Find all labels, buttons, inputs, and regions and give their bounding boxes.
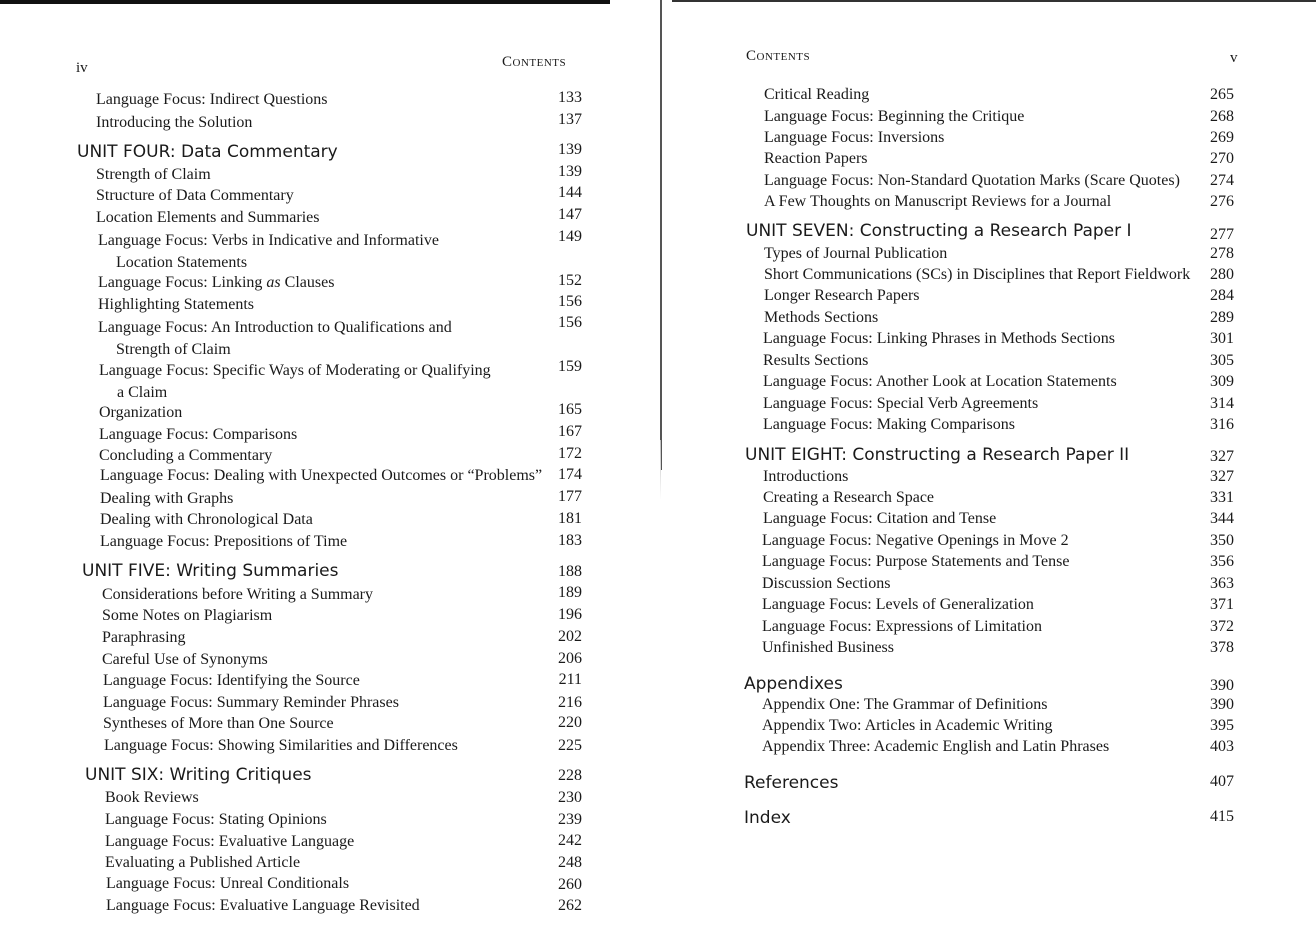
toc-page-number: 181 [558, 510, 582, 527]
toc-entry-title: Language Focus: Citation and Tense [763, 510, 997, 527]
toc-entry-title: UNIT SEVEN: Constructing a Research Paper I [746, 221, 1132, 241]
toc-entry [99, 447, 272, 465]
toc-entry-title: Considerations before Writing a Summary [102, 586, 374, 603]
toc-page-number: 371 [1210, 596, 1234, 613]
toc-page-number: 278 [1210, 245, 1234, 262]
toc-entry-title: Evaluating a Published Article [105, 854, 301, 871]
toc-page-number: 372 [1210, 618, 1234, 635]
toc-page-number: 147 [558, 206, 582, 223]
toc-page-number: 149 [558, 228, 582, 245]
toc-page-number: 133 [558, 89, 582, 106]
toc-entry-title: Highlighting Statements [98, 296, 254, 313]
toc-entry-title: Creating a Research Space [763, 489, 935, 506]
toc-entry [762, 618, 1042, 636]
toc-page-number: 174 [558, 466, 582, 483]
toc-entry-title: Index [744, 808, 791, 828]
toc-entry [102, 607, 272, 625]
toc-entry [764, 245, 947, 263]
toc-entry [105, 833, 354, 851]
toc-entry-title: Language Focus: Prepositions of Time [100, 533, 348, 550]
toc-entry [100, 467, 542, 485]
toc-entry-title: Language Focus: Comparisons [99, 426, 298, 443]
toc-page-number: 262 [558, 897, 582, 914]
toc-entry [763, 510, 996, 528]
toc-entry-title: Appendix Two: Articles in Academic Writing [762, 717, 1053, 734]
toc-entry [103, 672, 360, 690]
toc-entry [764, 129, 944, 147]
toc-page-number: 165 [558, 401, 582, 418]
toc-entry-title: Introducing the Solution [96, 114, 253, 131]
toc-entry-title: Short Communications (SCs) in Disciplines that Report Fieldwork [764, 266, 1191, 283]
toc-entry [100, 533, 347, 551]
toc-page-number: 356 [1210, 553, 1234, 570]
toc-page-number: 144 [558, 184, 582, 201]
toc-section-heading [746, 222, 1132, 240]
toc-section-heading [77, 143, 338, 161]
toc-page-number: 211 [558, 671, 582, 688]
toc-entry-title: Appendixes [744, 674, 843, 694]
toc-entry-title: Book Reviews [105, 789, 199, 806]
toc-entry [762, 532, 1069, 550]
page-number-folio: v [1230, 50, 1238, 66]
toc-page-number: 230 [558, 789, 582, 806]
toc-entry-title: Language Focus: Evaluative Language [105, 833, 355, 850]
toc-entry [96, 166, 211, 184]
toc-entry-title: Dealing with Chronological Data [100, 511, 313, 528]
toc-page-number: 206 [558, 650, 582, 667]
toc-entry [98, 317, 452, 361]
toc-entry [762, 553, 1069, 571]
toc-page-number: 280 [1210, 266, 1234, 283]
toc-entry [103, 694, 399, 712]
toc-page-number: 276 [1210, 193, 1234, 210]
toc-entry-title: Language Focus: Showing Similarities and Differences [104, 737, 458, 754]
toc-entry [96, 114, 252, 132]
toc-entry-title-continuation: Strength of Claim [116, 341, 231, 358]
toc-page-number: 156 [558, 314, 582, 331]
toc-entry-title: UNIT FOUR: Data Commentary [77, 142, 338, 162]
toc-entry [764, 266, 1190, 284]
toc-entry [98, 296, 254, 314]
toc-entry-title: Language Focus: Expressions of Limitation [762, 618, 1042, 635]
toc-entry-title: Language Focus: Inversions [764, 129, 945, 146]
toc-entry [762, 696, 1047, 714]
toc-page-number: 289 [1210, 309, 1234, 326]
toc-entry [105, 811, 327, 829]
toc-entry-title: Structure of Data Commentary [96, 187, 294, 204]
toc-entry [100, 511, 313, 529]
toc-entry-title-continuation: Location Statements [116, 254, 248, 271]
toc-section-heading [744, 675, 843, 693]
toc-entry-title: Language Focus: Stating Opinions [105, 811, 327, 828]
toc-section-heading [744, 809, 791, 827]
toc-page-number: 407 [1210, 773, 1234, 790]
toc-entry [96, 91, 328, 109]
toc-entry-title: Types of Journal Publication [764, 245, 948, 262]
toc-entry [763, 352, 868, 370]
toc-entry-title: Language Focus: Beginning the Critique [764, 108, 1025, 125]
toc-page-number: 159 [558, 358, 582, 375]
toc-entry [102, 629, 186, 647]
toc-entry [762, 575, 890, 593]
toc-entry [99, 360, 491, 404]
right-page [662, 0, 1316, 950]
toc-page-number: 260 [558, 876, 582, 893]
toc-entry-title: Introductions [763, 468, 849, 485]
toc-page-number: 269 [1210, 129, 1234, 146]
toc-entry-title: UNIT FIVE: Writing Summaries [82, 561, 339, 581]
toc-page-number: 301 [1210, 330, 1234, 347]
toc-entry [96, 187, 294, 205]
toc-page-number: 390 [1210, 677, 1234, 694]
toc-entry-title: References [744, 773, 839, 793]
table-of-contents [662, 0, 1316, 950]
toc-page-number: 139 [558, 163, 582, 180]
toc-entry-title: Reaction Papers [764, 150, 868, 167]
toc-entry-title: Language Focus: Linking Phrases in Methods Sections [763, 330, 1115, 347]
toc-entry [98, 230, 439, 274]
toc-page-number: 363 [1210, 575, 1234, 592]
toc-entry-title: Language Focus: An Introduction to Qualifications and [98, 319, 452, 336]
toc-entry [764, 309, 878, 327]
toc-page-number: 331 [1210, 489, 1234, 506]
toc-entry-title: Organization [99, 404, 183, 421]
running-head: Contents [502, 54, 567, 70]
toc-entry-title: Language Focus: Identifying the Source [103, 672, 360, 689]
toc-section-heading [85, 766, 312, 784]
toc-entry-title: Language Focus: Levels of Generalization [762, 596, 1034, 613]
toc-entry-title: Language Focus: Negative Openings in Move 2 [762, 532, 1069, 549]
toc-page-number: 188 [558, 563, 582, 580]
toc-entry-title: Dealing with Graphs [100, 490, 234, 507]
toc-entry-title: Language Focus: Specific Ways of Moderating or Qualifying [99, 362, 491, 379]
toc-page-number: 183 [558, 532, 582, 549]
toc-page-number: 167 [558, 423, 582, 440]
toc-page-number: 309 [1210, 373, 1234, 390]
toc-entry [763, 395, 1038, 413]
toc-entry-title: Paraphrasing [102, 629, 186, 646]
toc-entry-title: Concluding a Commentary [99, 447, 273, 464]
toc-page-number: 395 [1210, 717, 1234, 734]
toc-entry-title: Longer Research Papers [764, 287, 920, 304]
toc-entry [103, 715, 334, 733]
toc-page-number: 139 [558, 141, 582, 158]
running-head: Contents [746, 48, 811, 64]
toc-entry [763, 489, 934, 507]
toc-entry-title: Syntheses of More than One Source [103, 715, 334, 732]
toc-entry [763, 330, 1115, 348]
toc-entry [764, 108, 1024, 126]
toc-section-heading [744, 774, 838, 792]
toc-entry [764, 172, 1180, 190]
toc-entry-title: Language Focus: Dealing with Unexpected Outcomes or “Problems” [100, 467, 543, 484]
toc-page-number: 277 [1210, 226, 1234, 243]
page-number-folio: iv [76, 60, 88, 76]
toc-page-number: 390 [1210, 696, 1234, 713]
toc-page-number: 316 [1210, 416, 1234, 433]
toc-entry-title: Discussion Sections [762, 575, 891, 592]
toc-entry [762, 717, 1052, 735]
toc-page-number: 196 [558, 606, 582, 623]
toc-entry-title: A Few Thoughts on Manuscript Reviews for a Journal [764, 193, 1112, 210]
toc-entry-title: Language Focus: Special Verb Agreements [763, 395, 1039, 412]
toc-entry [104, 737, 458, 755]
toc-entry [105, 854, 300, 872]
toc-entry [762, 596, 1034, 614]
toc-page-number: 350 [1210, 532, 1234, 549]
toc-page-number: 270 [1210, 150, 1234, 167]
toc-entry [96, 209, 320, 227]
toc-entry [762, 738, 1109, 756]
toc-entry [99, 404, 182, 422]
toc-page-number: 189 [558, 584, 582, 601]
toc-entry-title: Language Focus: Linking as Clauses [98, 274, 335, 291]
toc-entry-title: UNIT EIGHT: Constructing a Research Paper II [745, 445, 1130, 465]
toc-entry-title: Language Focus: Making Comparisons [763, 416, 1015, 433]
toc-entry [762, 639, 894, 657]
toc-entry-title: UNIT SIX: Writing Critiques [85, 765, 312, 785]
toc-entry-title: Appendix Three: Academic English and Latin Phrases [762, 738, 1110, 755]
toc-entry-title: Language Focus: Non-Standard Quotation Marks (Scare Quotes) [764, 172, 1180, 189]
toc-entry-title: Methods Sections [764, 309, 879, 326]
toc-entry-title-continuation: a Claim [117, 384, 168, 401]
toc-page-number: 239 [558, 811, 582, 828]
toc-page-number: 274 [1210, 172, 1234, 189]
toc-entry-title: Appendix One: The Grammar of Definitions [762, 696, 1048, 713]
toc-entry-title: Language Focus: Another Look at Location Statements [763, 373, 1117, 390]
toc-entry [764, 287, 920, 305]
toc-section-heading [745, 446, 1129, 464]
toc-page-number: 327 [1210, 468, 1234, 485]
toc-entry [102, 586, 373, 604]
toc-entry-title: Language Focus: Summary Reminder Phrases [103, 694, 399, 711]
toc-entry-title: Critical Reading [764, 86, 870, 103]
toc-entry-title: Language Focus: Verbs in Indicative and Informative [98, 232, 439, 249]
toc-entry [764, 86, 869, 104]
toc-entry-title: Strength of Claim [96, 166, 211, 183]
toc-entry [102, 651, 268, 669]
toc-page-number: 202 [558, 628, 582, 645]
toc-page-number: 314 [1210, 395, 1234, 412]
toc-page-number: 344 [1210, 510, 1234, 527]
toc-entry [763, 373, 1117, 391]
toc-entry-title: Unfinished Business [762, 639, 894, 656]
toc-entry [764, 193, 1111, 211]
toc-entry-title: Language Focus: Purpose Statements and Tense [762, 553, 1070, 570]
toc-entry [100, 490, 233, 508]
toc-entry-title: Some Notes on Plagiarism [102, 607, 273, 624]
toc-page-number: 265 [1210, 86, 1234, 103]
toc-page-number: 327 [1210, 448, 1234, 465]
toc-entry [99, 426, 297, 444]
toc-section-heading [82, 562, 339, 580]
toc-page-number: 172 [558, 445, 582, 462]
toc-entry [98, 274, 334, 292]
toc-entry-title: Location Elements and Summaries [96, 209, 320, 226]
toc-page-number: 268 [1210, 108, 1234, 125]
toc-page-number: 415 [1210, 808, 1234, 825]
toc-entry-title: Results Sections [763, 352, 869, 369]
toc-page-number: 220 [558, 714, 582, 731]
toc-page-number: 225 [558, 737, 582, 754]
toc-page-number: 137 [558, 111, 582, 128]
book-gutter-shadow [660, 440, 661, 500]
toc-entry-title: Language Focus: Evaluative Language Revisited [106, 897, 420, 914]
toc-page-number: 248 [558, 854, 582, 871]
toc-page-number: 378 [1210, 639, 1234, 656]
toc-page-number: 216 [558, 694, 582, 711]
toc-page-number: 228 [558, 767, 582, 784]
toc-entry-title: Language Focus: Unreal Conditionals [106, 875, 350, 892]
toc-page-number: 156 [558, 293, 582, 310]
toc-entry [106, 875, 349, 893]
toc-entry-title: Language Focus: Indirect Questions [96, 91, 328, 108]
toc-entry-title: Careful Use of Synonyms [102, 651, 268, 668]
toc-entry [764, 150, 868, 168]
toc-page-number: 284 [1210, 287, 1234, 304]
toc-page-number: 152 [558, 272, 582, 289]
toc-page-number: 177 [558, 488, 582, 505]
toc-entry [106, 897, 420, 915]
toc-page-number: 242 [558, 832, 582, 849]
toc-entry [763, 416, 1015, 434]
toc-page-number: 403 [1210, 738, 1234, 755]
toc-entry [105, 789, 199, 807]
toc-page-number: 305 [1210, 352, 1234, 369]
toc-entry [763, 468, 848, 486]
